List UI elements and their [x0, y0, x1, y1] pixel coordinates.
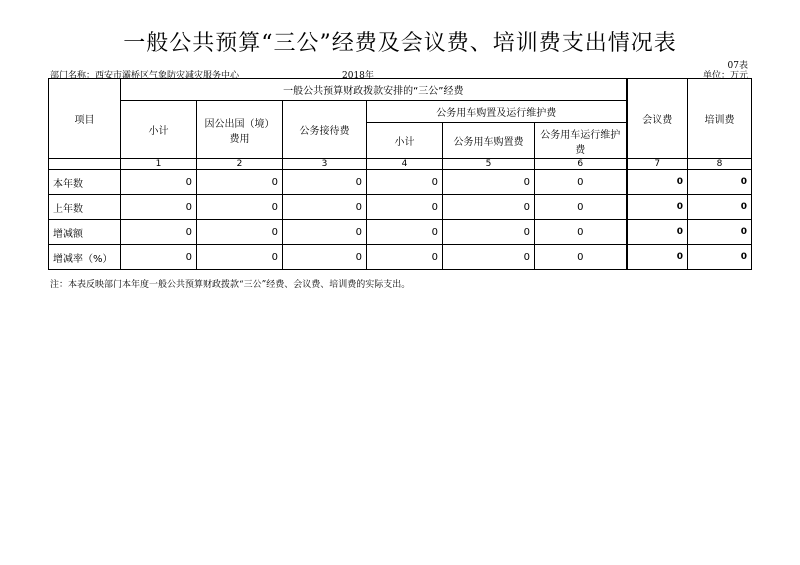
cell-value: 0 [283, 195, 367, 220]
expense-table [48, 78, 752, 270]
header-vehicle-purchase: 公务用车购置费 [443, 123, 535, 159]
cell-value: 0 [197, 220, 283, 245]
cell-value: 0 [535, 195, 627, 220]
column-number: 8 [688, 159, 752, 170]
cell-value: 0 [367, 195, 443, 220]
column-number: 1 [121, 159, 197, 170]
table-row [49, 220, 752, 245]
cell-value: 0 [121, 245, 197, 270]
cell-value: 0 [443, 245, 535, 270]
table-number: 07表 [727, 61, 748, 71]
table-row [49, 245, 752, 270]
cell-value: 0 [627, 170, 688, 195]
column-number: 4 [367, 159, 443, 170]
index-cell-empty [49, 159, 121, 170]
column-number: 7 [627, 159, 688, 170]
cell-value: 0 [688, 245, 752, 270]
column-number: 3 [283, 159, 367, 170]
cell-value: 0 [688, 195, 752, 220]
page-title: 一般公共预算“三公”经费及会议费、培训费支出情况表 [123, 31, 677, 56]
row-label: 增减额 [49, 220, 121, 245]
table-row [49, 170, 752, 195]
cell-value: 0 [121, 220, 197, 245]
header-vehicle-group: 公务用车购置及运行维护费 [367, 101, 627, 123]
header-item: 项目 [49, 79, 121, 159]
header-vehicle-subtotal: 小计 [367, 123, 443, 159]
header-vehicle-operation: 公务用车运行维护费 [535, 123, 627, 159]
header-group-main: 一般公共预算财政拨款安排的“三公”经费 [121, 79, 627, 101]
header-training: 培训费 [688, 79, 752, 159]
row-label: 增减率（%） [49, 245, 121, 270]
row-label: 上年数 [49, 195, 121, 220]
cell-value: 0 [627, 195, 688, 220]
header-abroad: 因公出国（境）费用 [197, 101, 283, 159]
column-number: 6 [535, 159, 627, 170]
cell-value: 0 [121, 170, 197, 195]
cell-value: 0 [535, 220, 627, 245]
cell-value: 0 [627, 220, 688, 245]
cell-value: 0 [283, 170, 367, 195]
unit-label: 单位：万元 [702, 71, 748, 81]
cell-value: 0 [627, 245, 688, 270]
cell-value: 0 [121, 195, 197, 220]
header-meeting: 会议费 [627, 79, 688, 159]
header-reception: 公务接待费 [283, 101, 367, 159]
cell-value: 0 [688, 170, 752, 195]
row-label: 本年数 [49, 170, 121, 195]
cell-value: 0 [197, 245, 283, 270]
cell-value: 0 [535, 170, 627, 195]
cell-value: 0 [283, 220, 367, 245]
table-note: 注：本表反映部门本年度一般公共预算财政拨款“三公”经费、会议费、培训费的实际支出。 [50, 280, 411, 290]
column-number: 5 [443, 159, 535, 170]
header-subtotal: 小计 [121, 101, 197, 159]
cell-value: 0 [443, 220, 535, 245]
cell-value: 0 [283, 245, 367, 270]
column-number: 2 [197, 159, 283, 170]
department-name: 部门名称：西安市灞桥区气象防灾减灾服务中心 [50, 71, 240, 81]
cell-value: 0 [197, 195, 283, 220]
cell-value: 0 [443, 170, 535, 195]
cell-value: 0 [443, 195, 535, 220]
cell-value: 0 [367, 170, 443, 195]
cell-value: 0 [197, 170, 283, 195]
cell-value: 0 [535, 245, 627, 270]
cell-value: 0 [367, 220, 443, 245]
cell-value: 0 [367, 245, 443, 270]
cell-value: 0 [688, 220, 752, 245]
table-row [49, 195, 752, 220]
report-year: 2018年 [342, 71, 374, 81]
